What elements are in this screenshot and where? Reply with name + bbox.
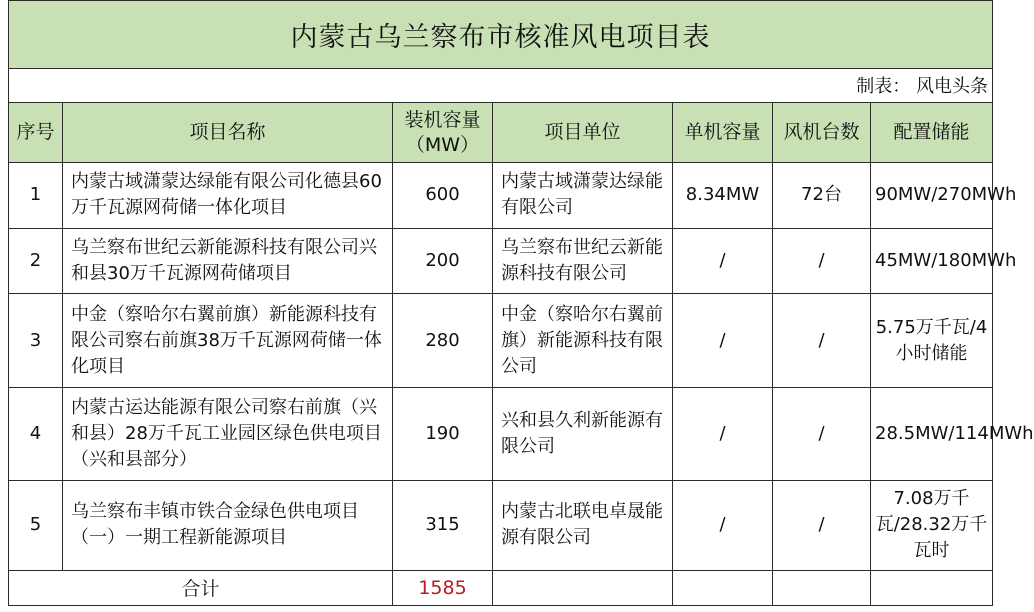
cell-single-capacity: / xyxy=(673,388,773,480)
cell-single-capacity: / xyxy=(673,294,773,388)
total-empty-cell xyxy=(493,570,673,605)
cell-turbines: 72台 xyxy=(773,162,871,228)
cell-capacity: 600 xyxy=(393,162,493,228)
cell-project-unit: 兴和县久利新能源有限公司 xyxy=(493,388,673,480)
header-single-capacity: 单机容量 xyxy=(673,103,773,163)
cell-index: 1 xyxy=(9,162,63,228)
cell-single-capacity: / xyxy=(673,480,773,570)
cell-capacity: 190 xyxy=(393,388,493,480)
cell-project-unit: 内蒙古北联电卓晟能源有限公司 xyxy=(493,480,673,570)
header-capacity-line1: 装机容量 xyxy=(404,108,481,131)
total-row xyxy=(9,570,993,605)
total-empty-cell xyxy=(871,570,993,605)
cell-capacity: 280 xyxy=(393,294,493,388)
cell-storage: 28.5MW/114MWh xyxy=(871,388,993,480)
header-unit: 项目单位 xyxy=(493,103,673,163)
header-capacity-line2: （MW） xyxy=(405,133,480,156)
cell-index: 5 xyxy=(9,480,63,570)
cell-project-name: 乌兰察布世纪云新能源科技有限公司兴和县30万千瓦源网荷储项目 xyxy=(63,228,393,294)
header-storage: 配置储能 xyxy=(871,103,993,163)
cell-storage: 7.08万千瓦/28.32万千瓦时 xyxy=(871,480,993,570)
cell-storage: 90MW/270MWh xyxy=(871,162,993,228)
cell-project-unit: 乌兰察布世纪云新能源科技有限公司 xyxy=(493,228,673,294)
table-row xyxy=(9,480,993,570)
table-row xyxy=(9,388,993,480)
cell-project-name: 内蒙古域潇蒙达绿能有限公司化德县60万千瓦源网荷储一体化项目 xyxy=(63,162,393,228)
cell-index: 3 xyxy=(9,294,63,388)
cell-turbines: / xyxy=(773,388,871,480)
table-row xyxy=(9,162,993,228)
total-empty-cell xyxy=(773,570,871,605)
cell-capacity: 200 xyxy=(393,228,493,294)
header-capacity xyxy=(393,103,493,163)
table-maker: 制表： 风电头条 xyxy=(9,68,993,102)
cell-index: 4 xyxy=(9,388,63,480)
cell-project-unit: 中金（察哈尔右翼前旗）新能源科技有限公司 xyxy=(493,294,673,388)
cell-turbines: / xyxy=(773,228,871,294)
cell-project-name: 中金（察哈尔右翼前旗）新能源科技有限公司察右前旗38万千瓦源网荷储一体化项目 xyxy=(63,294,393,388)
table-row xyxy=(9,228,993,294)
header-row xyxy=(9,103,993,163)
total-value: 1585 xyxy=(393,570,493,605)
cell-single-capacity: 8.34MW xyxy=(673,162,773,228)
cell-storage: 5.75万千瓦/4小时储能 xyxy=(871,294,993,388)
wind-project-table xyxy=(8,0,1034,606)
cell-turbines: / xyxy=(773,480,871,570)
total-empty-cell xyxy=(673,570,773,605)
table-row xyxy=(9,294,993,388)
cell-project-name: 内蒙古运达能源有限公司察右前旗（兴和县）28万千瓦工业园区绿色供电项目（兴和县部分） xyxy=(63,388,393,480)
header-turbines: 风机台数 xyxy=(773,103,871,163)
cell-single-capacity: / xyxy=(673,228,773,294)
cell-storage: 45MW/180MWh xyxy=(871,228,993,294)
cell-index: 2 xyxy=(9,228,63,294)
cell-project-unit: 内蒙古域潇蒙达绿能有限公司 xyxy=(493,162,673,228)
header-name: 项目名称 xyxy=(63,103,393,163)
total-label: 合计 xyxy=(9,570,393,605)
cell-turbines: / xyxy=(773,294,871,388)
header-index: 序号 xyxy=(9,103,63,163)
table-title: 内蒙古乌兰察布市核准风电项目表 xyxy=(9,1,993,69)
cell-capacity: 315 xyxy=(393,480,493,570)
cell-project-name: 乌兰察布丰镇市铁合金绿色供电项目（一）一期工程新能源项目 xyxy=(63,480,393,570)
